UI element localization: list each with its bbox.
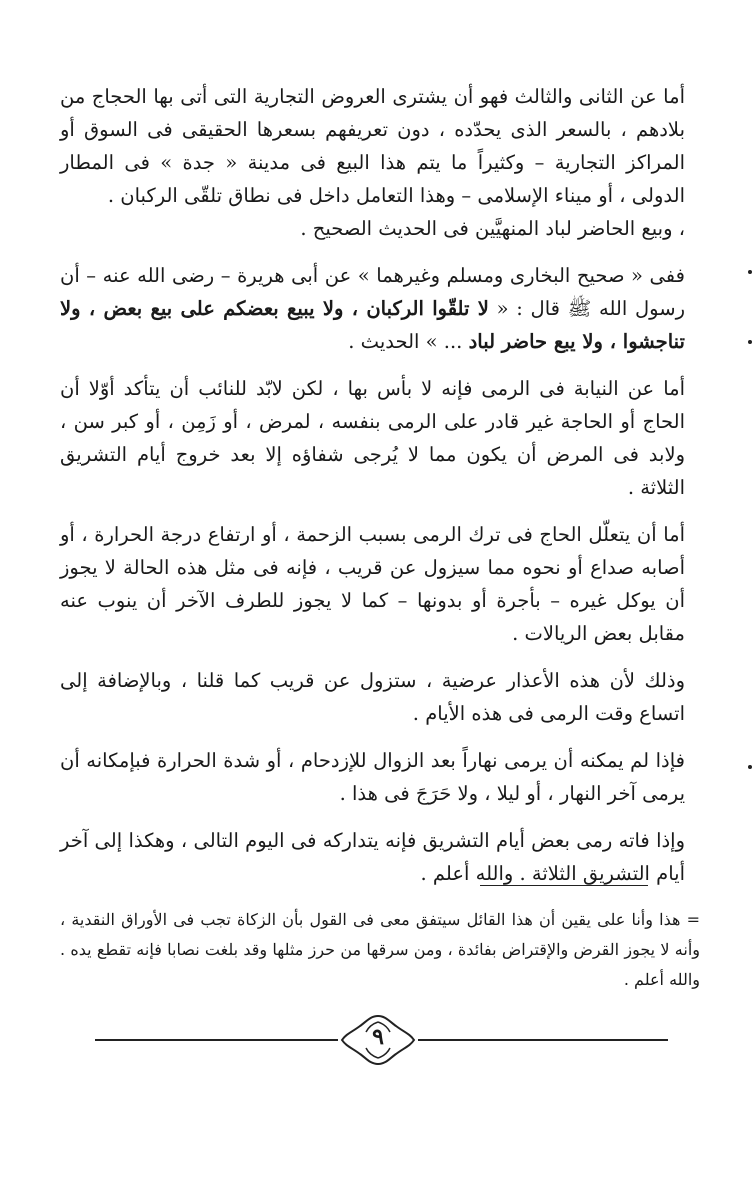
hadith-paragraph <box>60 259 685 358</box>
paragraph-5: وذلك لأن هذه الأعذار عرضية ، ستزول عن قريب كما قلنا ، وبالإضافة إلى اتساع وقت الرمى فى هذه الأيام . <box>60 669 685 725</box>
edge-mark <box>748 340 752 344</box>
paragraph-4: أما أن يتعلّل الحاج فى ترك الرمى بسبب الزحمة ، أو ارتفاع درجة الحرارة ، أو أصابه صداع أو نحوه مما سيزول عن قريب ، فإنه فى مثل هذه الحالة لا يجوز أن يوكل غيره – بأجرة أو بدونها – كما لا يجوز للطرف الآخر أن ينوب عنه مقابل بعض الريالات . <box>60 523 685 645</box>
edge-mark <box>748 765 752 769</box>
hadith-bold-text: لا تلقّوا الركبان ، ولا يبيع بعضكم على بيع بعض ، ولا تناجشوا ، ولا يبع حاضر لباد <box>60 297 685 353</box>
page-body <box>60 80 685 904</box>
footnote-separator <box>480 885 648 886</box>
paragraph-6: فإذا لم يمكنه أن يرمى نهاراً بعد الزوال للإزدحام ، أو شدة الحرارة فبإمكانه أن يرمى آخر النهار ، أو ليلا ، ولا حَرَجَ فى هذا . <box>60 749 685 805</box>
paragraph-7: وإذا فاته رمى بعض أيام التشريق فإنه يتداركه فى اليوم التالى ، وهكذا إلى آخر أيام التشريق الثلاثة . والله أعلم . <box>60 829 685 885</box>
footer-rule-right <box>418 1039 668 1041</box>
paragraph-2: ، وبيع الحاضر لباد المنهيَّين فى الحديث الصحيح . <box>300 217 685 240</box>
footer-rule-left <box>95 1039 338 1041</box>
edge-mark <box>748 270 752 274</box>
footnote: = هذا وأنا على يقين أن هذا القائل سيتفق معى فى القول بأن الزكاة تجب فى الأوراق النقدية ، وأنه لا يجوز القرض والإقتراض بفائدة ، ومن سرقها من حرز مثلها وقد بلغت نصابا فإنه تقطع يده . والله أعلم . <box>60 910 700 989</box>
paragraph-3: أما عن النيابة فى الرمى فإنه لا بأس بها ، لكن لابّد للنائب أن يتأكد أوّلا أن الحاج أو الحاجة غير قادر على الرمى بنفسه ، لمرض ، أو زَمِن ، أو كبر سن ، ولابد فى المرض أن يكون مما لا يُرجى شفاؤه إلا بعد خروج أيام التشريق الثلاثة . <box>60 377 685 499</box>
hadith-ending: ... » الحديث . <box>348 330 463 353</box>
page-number: ٩ <box>372 1024 384 1050</box>
hadith-intro: ففى « صحيح البخارى ومسلم وغيرهما » عن أبى هريرة – رضى الله عنه – أن رسول الله ﷺ قال : « <box>60 264 685 320</box>
paragraph-1: أما عن الثانى والثالث فهو أن يشترى العروض التجارية التى أتى بها الحجاج من بلادهم ، بالسعر الذى يحدّده ، دون تعريفهم بسعرها الحقيقى فى السوق أو المراكز التجارية – وكثيراً ما يتم هذا البيع فى مدينة « جدة » فى المطار الدولى ، أو ميناء الإسلامى – وهذا التعامل داخل فى نطاق تلقّى الركبان . <box>60 85 685 207</box>
